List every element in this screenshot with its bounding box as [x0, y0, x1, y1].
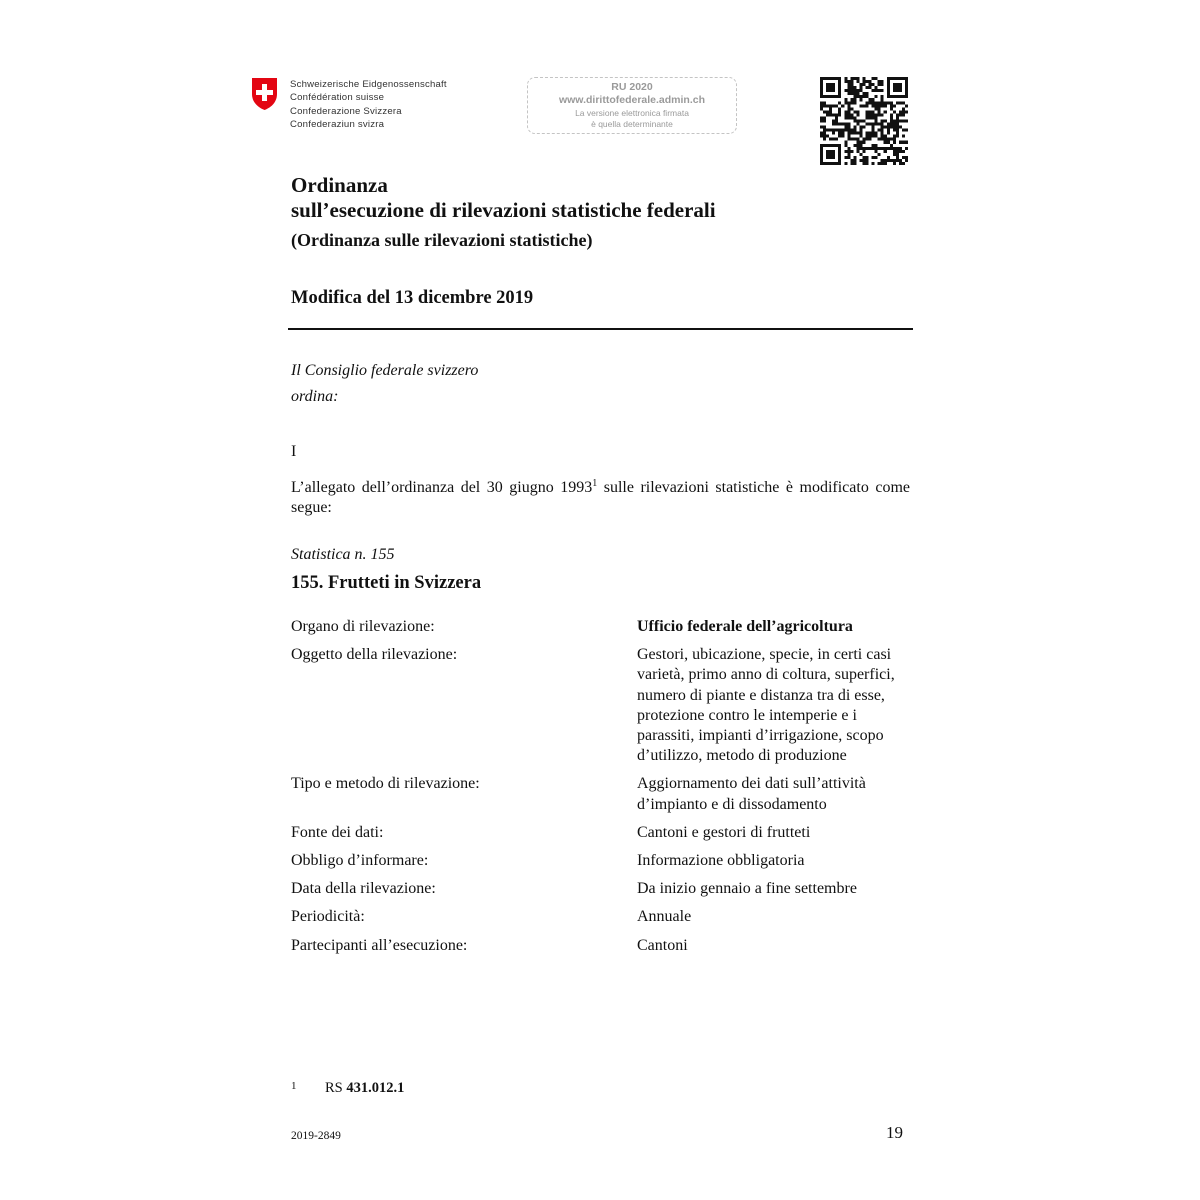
confederation-line: Schweizerische Eidgenossenschaft	[290, 79, 447, 90]
row-label: Partecipanti all’esecuzione:	[291, 936, 468, 954]
row-value: Informazione obbligatoria	[637, 852, 805, 870]
row-value: Cantoni	[637, 936, 688, 954]
row-value: Ufficio federale dell’agricoltura	[637, 618, 853, 635]
document-number: 2019-2849	[291, 1130, 341, 1142]
row-label: Periodicità:	[291, 908, 365, 926]
table-row	[291, 851, 911, 871]
title-divider	[288, 328, 913, 330]
statistic-title: 155. Frutteti in Svizzera	[291, 573, 482, 593]
table-row	[291, 823, 911, 843]
statistic-details-table	[291, 617, 911, 964]
footnote-reference: 1	[592, 478, 598, 489]
stamp-note-line2: è quella determinante	[591, 119, 673, 129]
footnote-text	[325, 1079, 404, 1097]
table-row	[291, 645, 911, 766]
paragraph-text-start: L’allegato dell’ordinanza del 30 giugno 1993	[291, 479, 593, 496]
confederation-names	[290, 78, 447, 132]
row-value: Aggiornamento dei dati sull’attività d’impianto e di dissodamento	[637, 775, 866, 813]
preamble	[291, 358, 478, 410]
row-label: Tipo e metodo di rilevazione:	[291, 775, 480, 793]
row-value: Da inizio gennaio a fine settembre	[637, 880, 857, 898]
confederation-line: Confederazione Svizzera	[290, 105, 402, 117]
row-value: Annuale	[637, 908, 692, 926]
row-value: Gestori, ubicazione, specie, in certi casi varietà, primo anno di coltura, superfici, numero di piante e distanza tra di esse, protezione contro le intemperie e i parassiti, impianti d’irrigazione, scopo d’utilizzo, metodo di produzione	[637, 646, 895, 765]
official-publication-stamp	[527, 77, 737, 134]
confederation-line: Confédération suisse	[290, 92, 385, 104]
amendment-date: Modifica del 13 dicembre 2019	[291, 288, 534, 308]
row-label: Data della rilevazione:	[291, 880, 436, 898]
table-row	[291, 879, 911, 899]
stamp-collection: RU 2020	[611, 81, 653, 93]
statistic-reference: Statistica n. 155	[291, 546, 395, 563]
swiss-coat-of-arms-icon	[251, 77, 278, 111]
row-label: Organo di rilevazione:	[291, 618, 435, 635]
table-row	[291, 617, 911, 637]
page-number: 19	[886, 1123, 903, 1142]
title-line-1: Ordinanza	[291, 173, 388, 197]
section-number: I	[291, 443, 297, 460]
footnote-number: 1	[291, 1080, 297, 1092]
paragraph-text-end: sulle rilevazioni statistiche è modificato come segue:	[291, 479, 910, 516]
title-line-2: sull’esecuzione di rilevazioni statistiche federali	[291, 198, 716, 222]
table-row	[291, 936, 911, 956]
confederation-line: Confederaziun svizra	[290, 119, 385, 131]
table-row	[291, 774, 911, 814]
row-label: Oggetto della rilevazione:	[291, 646, 458, 664]
footnote-prefix: RS	[325, 1080, 347, 1096]
row-label: Obbligo d’informare:	[291, 852, 429, 870]
table-row	[291, 907, 911, 927]
preamble-line-2: ordina:	[291, 388, 339, 405]
row-label: Fonte dei dati:	[291, 823, 384, 841]
stamp-note-line1: La versione elettronica firmata	[575, 108, 689, 118]
amendment-paragraph	[291, 478, 910, 518]
document-subtitle: (Ordinanza sulle rilevazioni statistiche)	[291, 230, 593, 250]
footnote-reference-number: 431.012.1	[346, 1080, 405, 1096]
row-value: Cantoni e gestori di frutteti	[637, 823, 811, 841]
document-title	[291, 173, 716, 223]
qr-code-icon	[820, 77, 908, 165]
stamp-website: www.dirittofederale.admin.ch	[558, 94, 706, 106]
preamble-line-1: Il Consiglio federale svizzero	[291, 362, 479, 379]
